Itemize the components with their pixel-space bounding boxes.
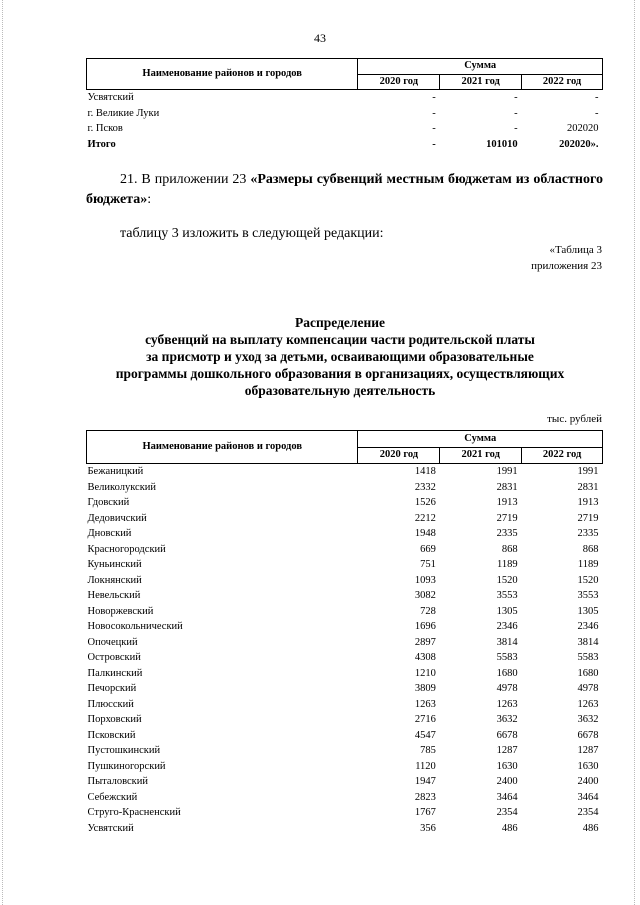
table-row <box>87 619 603 635</box>
value-2021: 6678 <box>496 729 518 741</box>
paragraph-21-prefix: 21. В приложении 23 <box>120 172 251 187</box>
value-2021: 101010 <box>486 138 518 150</box>
title-line: за присмотр и уход за детьми, осваивающими образовательные <box>146 349 534 364</box>
table-row <box>87 805 603 821</box>
value-2020: 4308 <box>414 652 436 663</box>
header-sum: Сумма <box>358 431 603 448</box>
value-2020: - <box>432 92 436 103</box>
value-2022: 2719 <box>577 512 599 524</box>
value-2022: 2400 <box>577 776 599 787</box>
value-2021: 1305 <box>496 605 518 617</box>
title-line: Распределение <box>294 315 386 330</box>
value-2022: 486 <box>582 822 599 834</box>
value-2022: - <box>595 107 599 119</box>
value-2022: 1287 <box>577 745 599 756</box>
header-2021: 2021 год <box>440 74 522 90</box>
value-2022: 2335 <box>577 528 599 539</box>
value-2022: 1991 <box>577 466 599 477</box>
value-2020: 356 <box>420 822 436 834</box>
value-2021: 2354 <box>496 807 518 818</box>
value-2022: 5583 <box>577 652 599 663</box>
value-2021: 1263 <box>496 698 518 710</box>
value-2020: 751 <box>420 559 436 570</box>
region-cell: Пушкиногорский <box>87 760 166 772</box>
value-2022: 3464 <box>577 791 599 803</box>
table-row <box>87 480 603 496</box>
value-2021: 2335 <box>496 528 518 539</box>
table-row <box>87 137 603 153</box>
table-row <box>87 650 603 666</box>
value-2020: - <box>432 107 436 119</box>
paragraph-21-bold: «Размеры субвенций местным бюджетам из областного бюджета» <box>86 172 603 207</box>
value-2022: 4978 <box>577 683 599 694</box>
value-2022: 1680 <box>577 667 599 679</box>
title-line: программы дошкольного образования в организациях, осуществляющих <box>115 366 565 381</box>
value-2021: 3632 <box>496 714 518 725</box>
value-2022: 1263 <box>577 698 599 710</box>
value-2020: 1263 <box>414 698 436 710</box>
value-2020: 1947 <box>414 776 436 787</box>
value-2021: - <box>514 107 518 119</box>
table-row <box>87 90 603 106</box>
value-2020: 728 <box>420 605 436 617</box>
value-2020: 785 <box>420 745 436 756</box>
header-sum: Сумма <box>358 59 603 75</box>
table-note-line2: приложения 23 <box>531 260 602 272</box>
page-number: 43 <box>314 31 326 45</box>
value-2021: 4978 <box>496 683 518 694</box>
value-2021: 2400 <box>496 776 518 787</box>
value-2022: 2354 <box>577 807 599 818</box>
value-2020: - <box>432 123 436 134</box>
region-cell: Печорский <box>87 683 137 694</box>
value-2020: 2823 <box>414 791 436 803</box>
value-2022: 1305 <box>577 605 599 617</box>
value-2020: 1526 <box>414 497 436 508</box>
continued-table <box>86 58 603 152</box>
value-2021: 1913 <box>496 497 518 508</box>
table-row <box>87 681 603 697</box>
value-2020: 1093 <box>414 574 436 586</box>
region-cell: Пустошкинский <box>87 745 161 756</box>
value-2021: 1287 <box>496 745 518 756</box>
table-row <box>87 557 603 573</box>
value-2020: 4547 <box>414 729 436 741</box>
region-cell: Дедовичский <box>87 512 147 524</box>
region-cell: Себежский <box>87 791 138 803</box>
value-2020: 1948 <box>414 528 436 539</box>
paragraph-21 <box>86 170 603 210</box>
table-row <box>87 774 603 790</box>
value-2021: - <box>514 92 518 103</box>
value-2021: 1189 <box>497 559 518 570</box>
value-2022: 2346 <box>577 621 599 632</box>
value-2022: 1913 <box>577 497 599 508</box>
region-cell: Усвятский <box>87 92 134 103</box>
distribution-table <box>86 430 603 836</box>
title-line: образовательную деятельность <box>244 383 436 398</box>
region-cell: Бежаницкий <box>87 466 144 477</box>
region-cell: Усвятский <box>87 822 134 834</box>
region-cell: Струго-Красненский <box>87 807 181 818</box>
region-cell: Опочецкий <box>87 636 138 648</box>
value-2022: 3632 <box>577 714 599 725</box>
region-cell: Куньинский <box>87 559 142 570</box>
value-2021: 1991 <box>496 466 518 477</box>
header-2022: 2022 год <box>522 447 603 464</box>
document-title <box>60 314 620 399</box>
value-2020: - <box>432 138 436 150</box>
title-line: субвенций на выплату компенсации части родительской платы <box>145 332 535 347</box>
table-row <box>87 106 603 122</box>
region-cell: Палкинский <box>87 667 143 679</box>
value-2021: 3553 <box>496 590 518 601</box>
table-row <box>87 790 603 806</box>
value-2020: 1418 <box>414 466 436 477</box>
value-2020: 1767 <box>414 807 436 818</box>
value-2021: 1680 <box>496 667 518 679</box>
units-label: тыс. рублей <box>547 413 602 425</box>
value-2021: 2719 <box>496 512 518 524</box>
region-cell: Плюсский <box>87 698 134 710</box>
value-2022: 1630 <box>577 760 599 772</box>
value-2021: 1520 <box>496 574 518 586</box>
value-2022: 202020». <box>559 138 599 150</box>
scan-edge-left <box>2 0 4 905</box>
table-row <box>87 712 603 728</box>
table-row <box>87 526 603 542</box>
table-row <box>87 464 603 480</box>
value-2022: 3814 <box>577 636 599 648</box>
table-note <box>531 242 602 274</box>
value-2021: 486 <box>501 822 518 834</box>
region-cell: Псковский <box>87 729 136 741</box>
value-2021: 2346 <box>496 621 518 632</box>
value-2020: 3082 <box>414 590 436 601</box>
value-2020: 2332 <box>414 481 436 493</box>
header-2021: 2021 год <box>440 447 522 464</box>
table-row <box>87 635 603 651</box>
paragraph-21-suffix: : <box>147 192 152 207</box>
value-2020: 669 <box>420 543 436 555</box>
value-2021: 5583 <box>496 652 518 663</box>
table-row <box>87 666 603 682</box>
value-2020: 2897 <box>414 636 436 648</box>
region-cell: Красногородский <box>87 543 166 555</box>
value-2021: - <box>514 123 518 134</box>
value-2020: 1696 <box>414 621 436 632</box>
table-row <box>87 697 603 713</box>
header-region: Наименование районов и городов <box>87 431 358 464</box>
region-cell: Гдовский <box>87 497 130 508</box>
table3-intro: таблицу 3 изложить в следующей редакции: <box>120 226 384 241</box>
table-row <box>87 121 603 137</box>
value-2022: - <box>595 92 599 103</box>
header-region: Наименование районов и городов <box>87 59 358 90</box>
table-row <box>87 728 603 744</box>
value-2021: 3814 <box>496 636 518 648</box>
value-2021: 868 <box>501 543 518 555</box>
value-2022: 2831 <box>577 481 599 493</box>
table-row <box>87 542 603 558</box>
table-note-line1: «Таблица 3 <box>549 244 602 256</box>
value-2020: 3809 <box>414 683 436 694</box>
table-row <box>87 604 603 620</box>
header-2020: 2020 год <box>358 74 440 90</box>
region-cell: г. Великие Луки <box>87 107 160 119</box>
value-2022: 6678 <box>577 729 599 741</box>
table-row <box>87 573 603 589</box>
value-2022: 868 <box>582 543 599 555</box>
value-2022: 1189 <box>577 559 599 570</box>
region-cell: Новосокольнический <box>87 621 183 632</box>
region-cell: Итого <box>87 138 116 150</box>
value-2020: 2212 <box>414 512 436 524</box>
region-cell: Великолукский <box>87 481 157 493</box>
header-2022: 2022 год <box>522 74 603 90</box>
region-cell: Локнянский <box>87 574 142 586</box>
table-row <box>87 588 603 604</box>
value-2020: 1120 <box>415 760 436 772</box>
value-2021: 3464 <box>496 791 518 803</box>
region-cell: Порховский <box>87 714 142 725</box>
region-cell: г. Псков <box>87 123 123 134</box>
region-cell: Дновский <box>87 528 132 539</box>
table-row <box>87 743 603 759</box>
scan-edge-right <box>634 0 636 905</box>
value-2021: 1630 <box>496 760 518 772</box>
header-2020: 2020 год <box>358 447 440 464</box>
region-cell: Пыталовский <box>87 776 148 787</box>
region-cell: Новоржевский <box>87 605 154 617</box>
table-row <box>87 759 603 775</box>
table-row <box>87 511 603 527</box>
value-2022: 1520 <box>577 574 599 586</box>
value-2020: 1210 <box>414 667 436 679</box>
table-row <box>87 495 603 511</box>
region-cell: Островский <box>87 652 141 663</box>
value-2020: 2716 <box>414 714 436 725</box>
value-2022: 202020 <box>567 123 599 134</box>
value-2022: 3553 <box>577 590 599 601</box>
value-2021: 2831 <box>496 481 518 493</box>
table-row <box>87 821 603 837</box>
region-cell: Невельский <box>87 590 141 601</box>
